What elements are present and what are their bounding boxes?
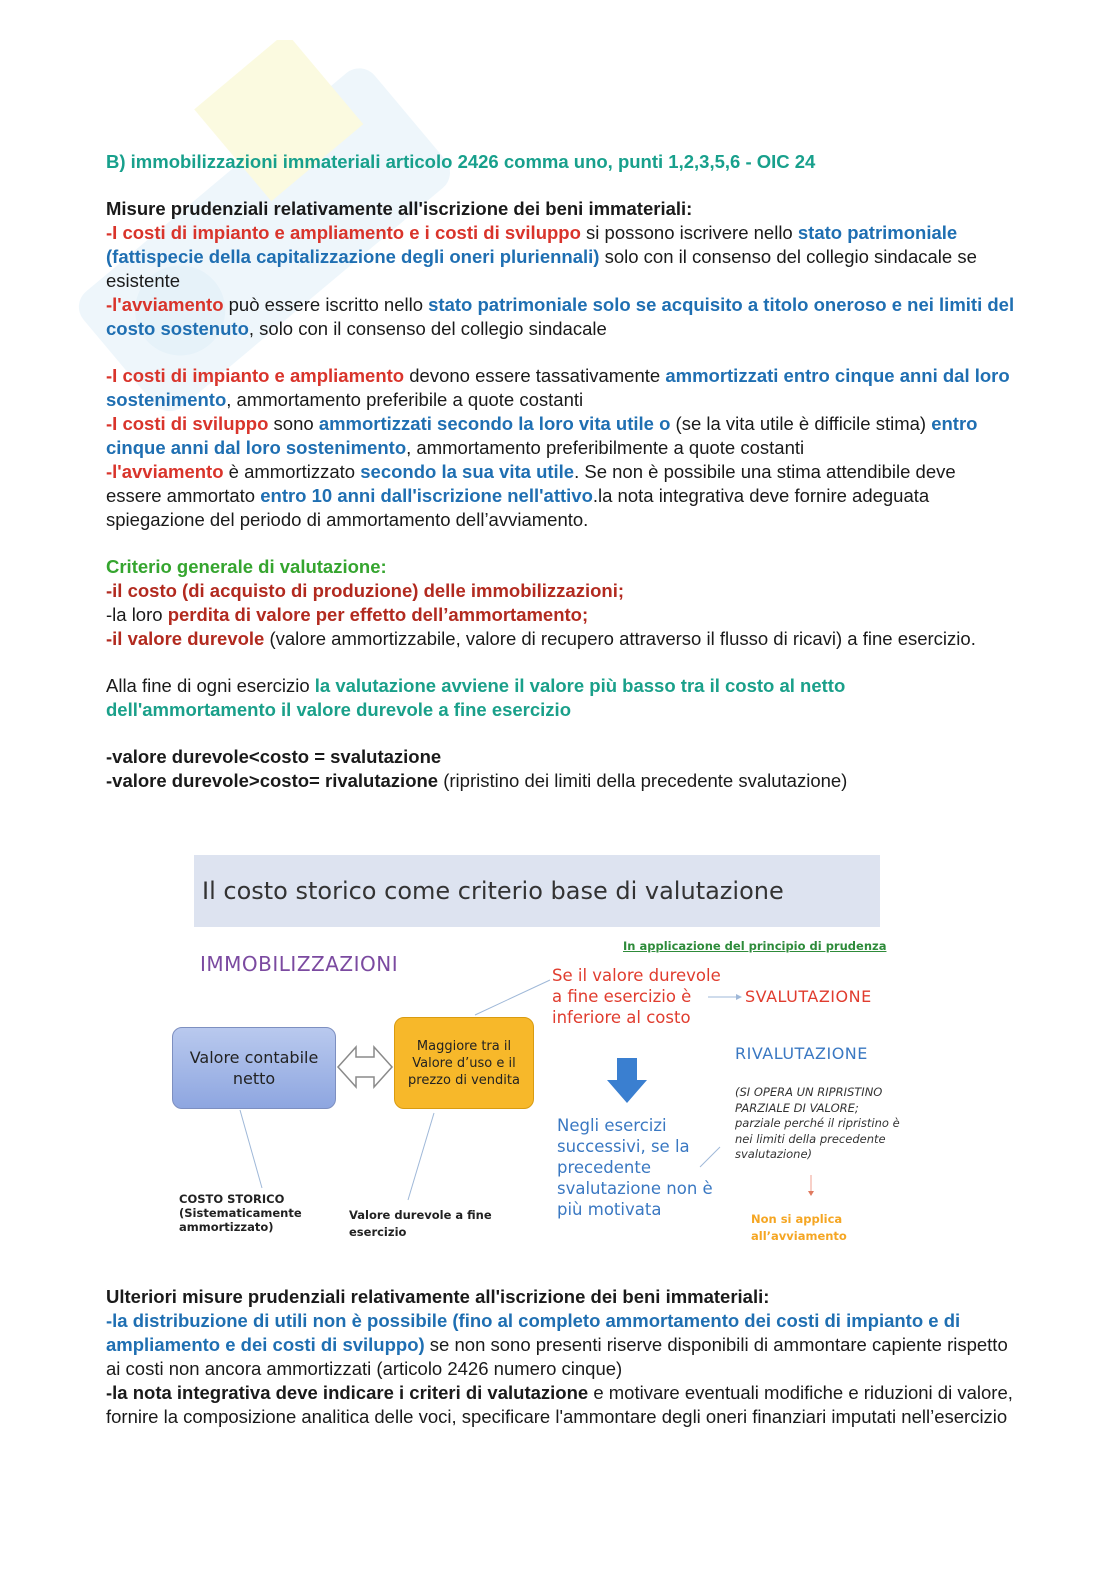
criterio-heading: Criterio generale di valutazione:: [106, 556, 387, 577]
se-valore-label: Se il valore durevole a fine esercizio è inferiore al costo: [552, 966, 721, 1027]
ammortamento-paragraph-2: -I costi di sviluppo sono ammortizzati secondo la loro vita utile o (se la vita utile è difficile stima) entro cinque anni dal loro sostenimento, ammortamento preferibilmente a quote costanti: [106, 413, 978, 458]
confronto-rivalutazione: -valore durevole>costo= rivalutazione (ripristino dei limiti della precedente svalutazione): [106, 770, 848, 791]
valore-contabile-box: Valore contabile netto: [172, 1027, 336, 1109]
misure-heading: Misure prudenziali relativamente all'iscrizione dei beni immateriali:: [106, 198, 693, 219]
connector-line: [475, 980, 550, 1015]
ulteriori-heading: Ulteriori misure prudenziali relativamente all'iscrizione dei beni immateriali:: [106, 1286, 770, 1307]
connector-line: [408, 1113, 434, 1200]
ripristino-note: (SI OPERA UN RIPRISTINO PARZIALE DI VALORE; parziale perché il ripristino è nei limiti della precedente svalutazione): [735, 1085, 900, 1161]
confronto-svalutazione: -valore durevole<costo = svalutazione: [106, 746, 442, 767]
ammortamento-paragraph-3: -l'avviamento è ammortizzato secondo la sua vita utile. Se non è possibile una stima attendibile deve essere ammortato entro 10 anni dall'iscrizione nell'attivo.la nota integrativa deve fornire adeguata spiegazione del periodo di ammortamento dell’avviamento.: [106, 461, 956, 530]
ulteriori-section: [106, 1285, 1016, 1429]
criterio-item-2: -la loro perdita di valore per effetto dell’ammortamento;: [106, 604, 589, 625]
main-text: [106, 150, 1016, 793]
misure-paragraph-2: -l'avviamento può essere iscritto nello stato patrimoniale solo se acquisito a titolo oneroso e nei limiti del costo sostenuto, solo con il consenso del collegio sindacale: [106, 294, 1015, 339]
misure-paragraph-1: -I costi di impianto e ampliamento e i costi di sviluppo si possono iscrivere nello stato patrimoniale (fattispecie della capitalizzazione degli oneri pluriennali) solo con il consenso del collegio sindacale se esistente: [106, 222, 977, 291]
fine-esercizio-paragraph: Alla fine di ogni esercizio la valutazione avviene il valore più basso tra il costo al netto dell'ammortamento il valore durevole a fine esercizio: [106, 675, 846, 720]
immobilizzazioni-label: IMMOBILIZZAZIONI: [200, 952, 399, 976]
arrowhead-icon: [808, 1191, 814, 1196]
highlight-blue: stato patrimoniale (fattispecie della capitalizzazione degli oneri pluriennali): [106, 222, 958, 267]
double-arrow-icon: [338, 1047, 392, 1087]
diagram-title: Il costo storico come criterio base di valutazione: [194, 855, 880, 927]
arrowhead-icon: [736, 994, 742, 1000]
rivalutazione-label: RIVALUTAZIONE: [735, 1044, 868, 1063]
maggiore-box: Maggiore tra il Valore d’uso e il prezzo di vendita: [394, 1017, 534, 1109]
ammortamento-paragraph-1: -I costi di impianto e ampliamento devono essere tassativamente ammortizzati entro cinque anni dal loro sostenimento, ammortamento preferibile a quote costanti: [106, 365, 1010, 410]
criterio-item-3: -il valore durevole (valore ammortizzabile, valore di recupero attraverso il flusso di ricavi) a fine esercizio.: [106, 628, 976, 649]
negli-esercizi-label: Negli esercizi successivi, se la precedente svalutazione non è più motivata: [557, 1116, 713, 1219]
down-arrow-icon: [607, 1058, 647, 1103]
connector-line: [240, 1110, 262, 1188]
ulteriori-paragraph-1: -la distribuzione di utili non è possibile (fino al completo ammortamento dei costi di impianto e di ampliamento e dei costi di sviluppo) se non sono presenti riserve disponibili di ammontare capiente rispetto ai costi non ancora ammortizzati (articolo 2426 numero cinque): [106, 1310, 1008, 1379]
valore-durevole-label: Valore durevole a fine esercizio: [349, 1208, 492, 1239]
criterio-item-1: -il costo (di acquisto di produzione) delle immobilizzazioni;: [106, 580, 625, 601]
non-si-applica-label: Non si applica all’avviamento: [751, 1212, 847, 1243]
ulteriori-paragraph-2: -la nota integrativa deve indicare i criteri di valutazione e motivare eventuali modifiche e riduzioni di valore, fornire la composizione analitica delle voci, specificare l'ammontare degli oneri finanziari imputati nell’esercizio: [106, 1382, 1013, 1427]
principio-prudenza-label: In applicazione del principio di prudenza: [623, 939, 887, 953]
highlight-red: -I costi di impianto e ampliamento e i costi di sviluppo: [106, 222, 581, 243]
section-title: B) immobilizzazioni immateriali articolo 2426 comma uno, punti 1,2,3,5,6 - OIC 24: [106, 151, 816, 172]
svalutazione-label: SVALUTAZIONE: [745, 987, 872, 1006]
diagram: [170, 855, 930, 1255]
costo-storico-label: COSTO STORICO (Sistematicamente ammortizzato): [179, 1192, 302, 1234]
